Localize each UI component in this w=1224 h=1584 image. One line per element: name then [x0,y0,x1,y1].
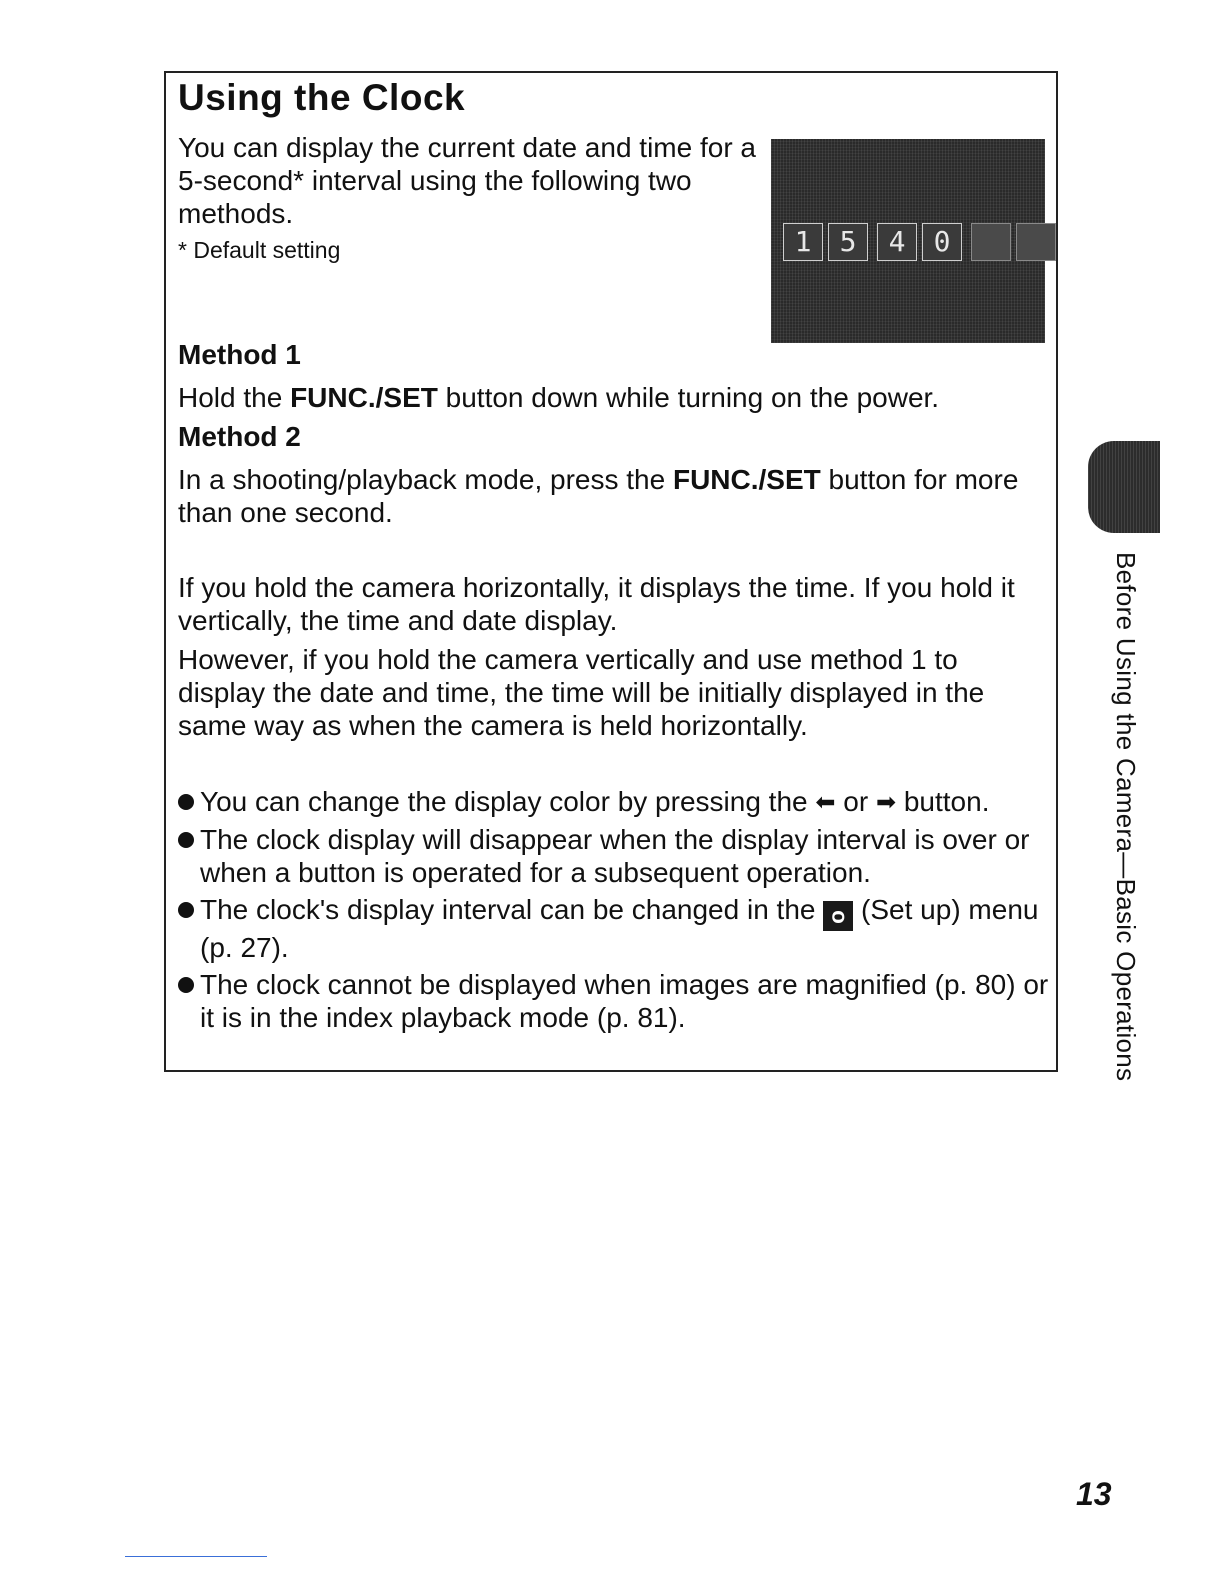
method-1-text: Hold the FUNC./SET button down while turning on the power. [178,382,940,413]
clock-digit: 0 [922,223,962,261]
orientation-paragraph-2: However, if you hold the camera vertically and use method 1 to display the date and time, the time will be initially displayed in the same way as when the camera is held horizontally. [178,644,985,741]
method-2-heading: Method 2 [178,421,301,452]
right-arrow-icon: ➡ [875,789,897,816]
section-title: Using the Clock [178,77,466,118]
chapter-tab-label: Before Using the Camera—Basic Operations [1111,552,1141,1082]
list-item: You can change the display color by pressing the ⬅ or ➡ button. [178,785,1050,819]
list-item: The clock's display interval can be changed in the ᴑ (Set up) menu (p. 27). [178,893,1050,964]
clock-digit: 4 [877,223,917,261]
list-item: The clock cannot be displayed when images are magnified (p. 80) or it is in the index playback mode (p. 81). [178,968,1050,1034]
func-set-button-label: FUNC./SET [672,464,821,495]
page-number: 13 [1076,1476,1112,1512]
default-setting-footnote: * Default setting [178,237,341,263]
list-item: The clock display will disappear when the display interval is over or when a button is operated for a subsequent operation. [178,823,1050,889]
clock-digit: 5 [828,223,868,261]
clock-display-screen [771,139,1045,343]
orientation-paragraph-1: If you hold the camera horizontally, it displays the time. If you hold it vertically, the time and date display. [178,572,1015,636]
setup-menu-icon: ᴑ [823,901,853,931]
intro-text: You can display the current date and time for a 5-second* interval using the following two methods. [178,132,756,229]
clock-digits [783,223,1056,261]
method-1-heading: Method 1 [178,339,301,370]
left-arrow-icon: ⬅ [815,789,836,816]
clock-digit: 1 [783,223,823,261]
clock-digit-blank [971,223,1011,261]
method-2-text: In a shooting/playback mode, press the FUNC./SET button for more than one second. [178,464,1019,528]
content-box [164,71,1058,1072]
notes-list [178,785,1050,1038]
chapter-tab-marker [1088,441,1160,533]
clock-digit-blank [1016,223,1056,261]
bottom-rule [125,1556,267,1557]
func-set-button-label: FUNC./SET [290,382,438,413]
